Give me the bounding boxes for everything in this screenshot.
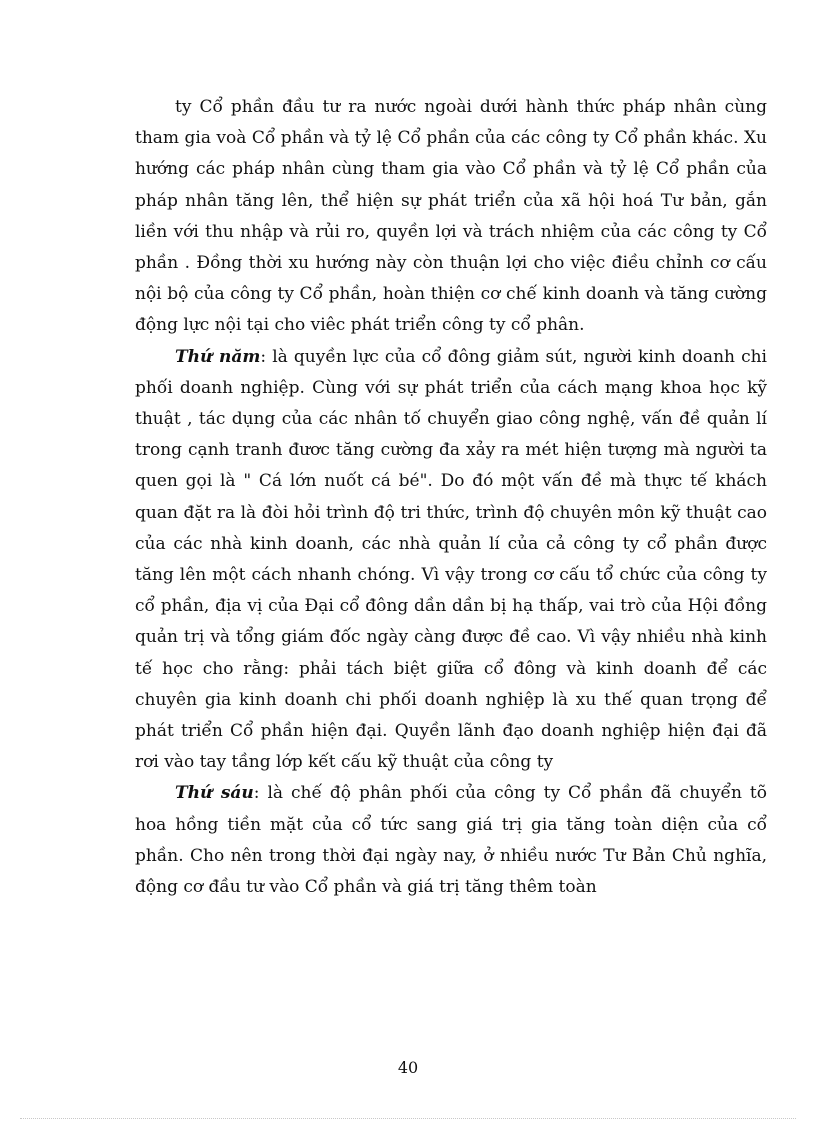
bottom-dotted-divider — [20, 1118, 796, 1119]
paragraph-text: : là chế độ phân phối của công ty Cổ phần đã chuyển tõ hoa hồng tiền mặt của cổ tức sang giá trị gia tăng toàn diện của cổ phần. Cho nên trong thời đại ngày nay, ở nhiều nước Tư Bản Chủ nghĩa, động cơ đầu tư vào Cổ phần và giá trị tăng thêm toàn — [135, 783, 767, 898]
paragraph-lead: Thứ sáu — [175, 783, 254, 804]
page-number: 40 — [397, 1058, 419, 1077]
document-body — [135, 92, 767, 903]
paragraph-text: ty Cổ phần đầu tư ra nước ngoài dưới hành thức pháp nhân cùng tham gia voà Cổ phần và tỷ lệ Cổ phần của các công ty Cổ phần khác. Xu hướng các pháp nhân cùng tham gia vào Cổ phần và tỷ lệ Cổ phần của pháp nhân tăng lên, thể hiện sự phát triển của xã hội hoá Tư bản, gắn liền với thu nhập và rủi ro, quyền lợi và trách nhiệm của các công ty Cổ phần . Đồng thời xu hướng này còn thuận lợi cho việc điều chỉnh cơ cấu nội bộ của công ty Cổ phần, hoàn thiện cơ chế kinh doanh và tăng cường động lực nội tại cho viêc phát triển công ty cổ phân. — [135, 97, 767, 336]
paragraph-thu-nam — [135, 342, 767, 779]
paragraph-continuation — [135, 92, 767, 342]
paragraph-text: : là quyền lực của cổ đông giảm sút, người kinh doanh chi phối doanh nghiệp. Cùng với sự phát triển của cách mạng khoa học kỹ thuật , tác dụng của các nhân tố chuyển giao công nghệ, vấn đề quản lí trong cạnh tranh đươc tăng cường đa xảy ra mét hiện tượng mà người ta quen gọi là " Cá lớn nuốt cá bé". Do đó một vấn đề mà thực tế khách quan đặt ra là đòi hỏi trình độ tri thức, trình độ chuyên môn kỹ thuật cao của các nhà kinh doanh, các nhà quản lí của cả công ty cổ phần được tăng lên một cách nhanh chóng. Vì vậy trong cơ cấu tổ chức của công ty cổ phần, địa vị của Đại cổ đông dần dần bị hạ thấp, vai trò của Hội đồng quản trị và tổng giám đốc ngày càng được đề cao. Vì vậy nhiều nhà kinh tế học cho rằng: phải tách biệt giữa cổ đông và kinh doanh để các chuyên gia kinh doanh chi phối doanh nghiệp là xu thế quan trọng để phát triển Cổ phần hiện đại. Quyền lãnh đạo doanh nghiệp hiện đại đã rơi vào tay tầng lớp kết cấu kỹ thuật của công ty — [135, 346, 767, 773]
paragraph-thu-sau — [135, 778, 767, 903]
paragraph-lead: Thứ năm — [175, 346, 261, 367]
